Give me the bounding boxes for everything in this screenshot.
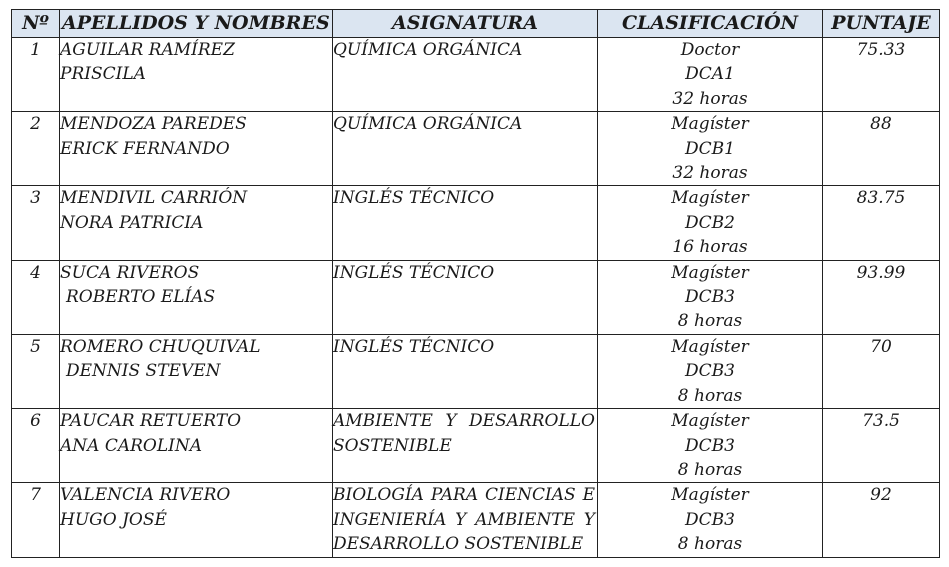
table-row [12, 409, 940, 483]
subject-text: INGLÉS TÉCNICO [333, 262, 495, 283]
subject-cell [333, 260, 598, 334]
table-header [12, 10, 940, 38]
category-text: DCB2 [685, 212, 735, 233]
category-text: DCB3 [685, 509, 735, 530]
classification-cell [598, 483, 823, 557]
classification-cell [598, 112, 823, 186]
hours-text: 8 horas [677, 311, 743, 332]
name-cell [60, 334, 333, 408]
table-row [12, 112, 940, 186]
given-name-line: NORA PATRICIA [60, 212, 204, 233]
subject-cell [333, 334, 598, 408]
hours-text: 8 horas [677, 385, 743, 406]
surname-line: PAUCAR RETUERTO [60, 411, 242, 432]
classification-cell [598, 38, 823, 112]
surname-line: AGUILAR RAMÍREZ [60, 40, 235, 60]
header-row [12, 10, 940, 38]
category-text: DCB3 [685, 361, 735, 382]
subject-text: QUÍMICA ORGÁNICA [333, 114, 523, 135]
degree-text: Doctor [680, 40, 740, 60]
table-row [12, 483, 940, 557]
hours-text: 16 horas [672, 237, 748, 258]
subject-text: AMBIENTE Y DESARROLLO SOSTENIBLE [333, 411, 595, 456]
row-number: 5 [12, 334, 60, 408]
given-name-line: HUGO JOSÉ [60, 509, 167, 530]
surname-line: SUCA RIVEROS [60, 262, 200, 283]
hours-text: 32 horas [672, 88, 748, 109]
score-cell: 88 [823, 112, 940, 186]
row-number: 2 [12, 112, 60, 186]
classification-cell [598, 334, 823, 408]
subject-cell [333, 112, 598, 186]
classification-cell [598, 260, 823, 334]
degree-text: Magíster [671, 411, 749, 432]
name-cell [60, 409, 333, 483]
classification-cell [598, 186, 823, 260]
table-row [12, 334, 940, 408]
subject-text: INGLÉS TÉCNICO [333, 336, 495, 357]
degree-text: Magíster [671, 485, 749, 506]
hours-text: 32 horas [672, 163, 748, 184]
degree-text: Magíster [671, 188, 749, 209]
surname-line: MENDOZA PAREDES [60, 114, 247, 135]
header-clasificacion: CLASIFICACIÓN [598, 10, 823, 38]
given-name-line: ROBERTO ELÍAS [66, 287, 216, 308]
subject-cell [333, 186, 598, 260]
header-puntaje: PUNTAJE [823, 10, 940, 38]
row-number: 1 [12, 38, 60, 112]
subject-cell [333, 409, 598, 483]
subject-text: INGLÉS TÉCNICO [333, 188, 495, 209]
score-cell: 73.5 [823, 409, 940, 483]
hours-text: 8 horas [677, 534, 743, 555]
subject-cell [333, 483, 598, 557]
surname-line: MENDIVIL CARRIÓN [60, 188, 248, 209]
name-cell [60, 186, 333, 260]
header-asignatura: ASIGNATURA [333, 10, 598, 38]
name-cell [60, 260, 333, 334]
row-number: 4 [12, 260, 60, 334]
classification-cell [598, 409, 823, 483]
surname-line: ROMERO CHUQUIVAL [60, 336, 261, 357]
name-cell [60, 483, 333, 557]
score-cell: 75.33 [823, 38, 940, 112]
results-table [11, 9, 940, 558]
row-number: 7 [12, 483, 60, 557]
category-text: DCB1 [685, 138, 735, 159]
name-cell [60, 38, 333, 112]
given-name-line: DENNIS STEVEN [66, 361, 221, 382]
category-text: DCA1 [685, 64, 735, 85]
table-row [12, 186, 940, 260]
given-name-line: ERICK FERNANDO [60, 138, 230, 159]
degree-text: Magíster [671, 262, 749, 283]
category-text: DCB3 [685, 287, 735, 308]
category-text: DCB3 [685, 435, 735, 456]
subject-cell [333, 38, 598, 112]
hours-text: 8 horas [677, 459, 743, 480]
row-number: 6 [12, 409, 60, 483]
degree-text: Magíster [671, 114, 749, 135]
given-name-line: ANA CAROLINA [60, 435, 203, 456]
row-number: 3 [12, 186, 60, 260]
score-cell: 92 [823, 483, 940, 557]
table-row [12, 38, 940, 112]
name-cell [60, 112, 333, 186]
score-cell: 70 [823, 334, 940, 408]
table-body [12, 38, 940, 558]
subject-text: QUÍMICA ORGÁNICA [333, 40, 523, 60]
given-name-line: PRISCILA [60, 64, 146, 85]
surname-line: VALENCIA RIVERO [60, 485, 231, 506]
table-row [12, 260, 940, 334]
header-num: Nº [12, 10, 60, 38]
score-cell: 93.99 [823, 260, 940, 334]
degree-text: Magíster [671, 336, 749, 357]
header-nombre: APELLIDOS Y NOMBRES [60, 10, 333, 38]
score-cell: 83.75 [823, 186, 940, 260]
subject-text: BIOLOGÍA PARA CIENCIAS E INGENIERÍA Y AMBIENTE Y DESARROLLO SOSTENIBLE [333, 485, 595, 555]
